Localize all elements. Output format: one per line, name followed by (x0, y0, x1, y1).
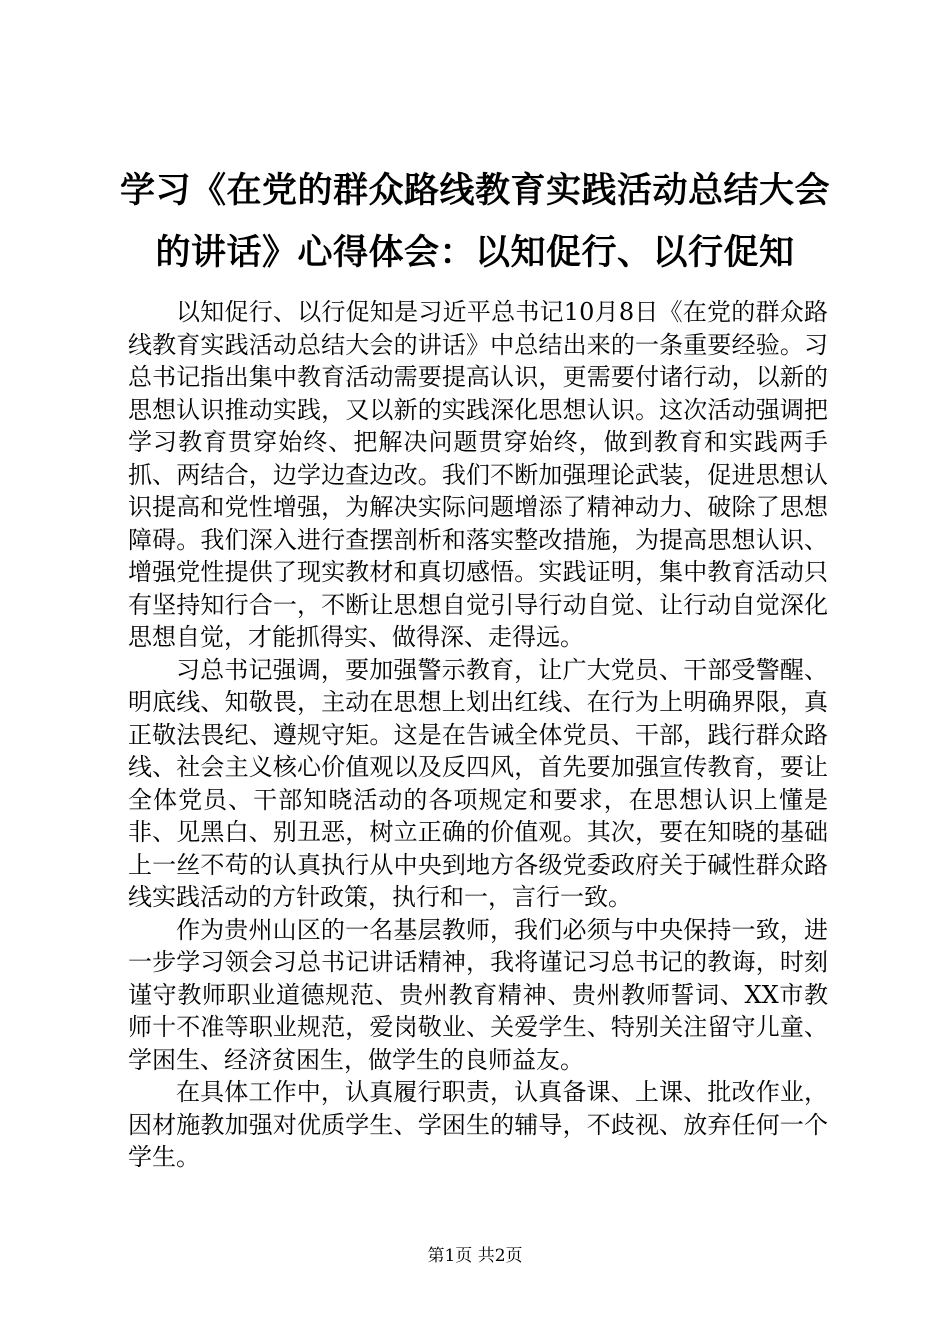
document-body (128, 296, 828, 1174)
paragraph-3: 作为贵州山区的一名基层教师，我们必须与中央保持一致，进一步学习领会习总书记讲话精神，我将谨记习总书记的教诲，时刻谨守教师职业道德规范、贵州教育精神、贵州教师誓词、XX市教师十不准等职业规范，爱岗敬业、关爱学生、特别关注留守儿童、学困生、经济贫困生，做学生的良师益友。 (128, 915, 828, 1074)
page-footer: 第1页 共2页 (427, 1246, 523, 1266)
paragraph-4: 在具体工作中，认真履行职责，认真备课、上课、批改作业，因材施教加强对优质学生、学困生的辅导，不歧视、放弃任何一个学生。 (128, 1078, 828, 1171)
paragraph-1: 以知促行、以行促知是习近平总书记10月8日《在党的群众路线教育实践活动总结大会的讲话》中总结出来的一条重要经验。习总书记指出集中教育活动需要提高认识，更需要付诸行动，以新的思想认识推动实践，又以新的实践深化思想认识。这次活动强调把学习教育贯穿始终、把解决问题贯穿始终，做到教育和实践两手抓、两结合，边学边查边改。我们不断加强理论武装，促进思想认识提高和党性增强，为解决实际问题增添了精神动力、破除了思想障碍。我们深入进行查摆剖析和落实整改措施，为提高思想认识、增强党性提供了现实教材和真切感悟。实践证明，集中教育活动只有坚持知行合一，不断让思想自觉引导行动自觉、让行动自觉深化思想自觉，才能抓得实、做得深、走得远。 (128, 298, 828, 651)
document-title: 学习《在党的群众路线教育实践活动总结大会的讲话》心得体会：以知促行、以行促知 (119, 170, 830, 273)
paragraph-2: 习总书记强调，要加强警示教育，让广大党员、干部受警醒、明底线、知敬畏，主动在思想上划出红线、在行为上明确界限，真正敬法畏纪、遵规守矩。这是在告诫全体党员、干部，践行群众路线、社会主义核心价值观以及反四风，首先要加强宣传教育，要让全体党员、干部知晓活动的各项规定和要求，在思想认识上懂是非、见黑白、别丑恶，树立正确的价值观。其次，要在知晓的基础上一丝不苟的认真执行从中央到地方各级党委政府关于碱性群众路线实践活动的方针政策，执行和一，言行一致。 (128, 655, 828, 911)
